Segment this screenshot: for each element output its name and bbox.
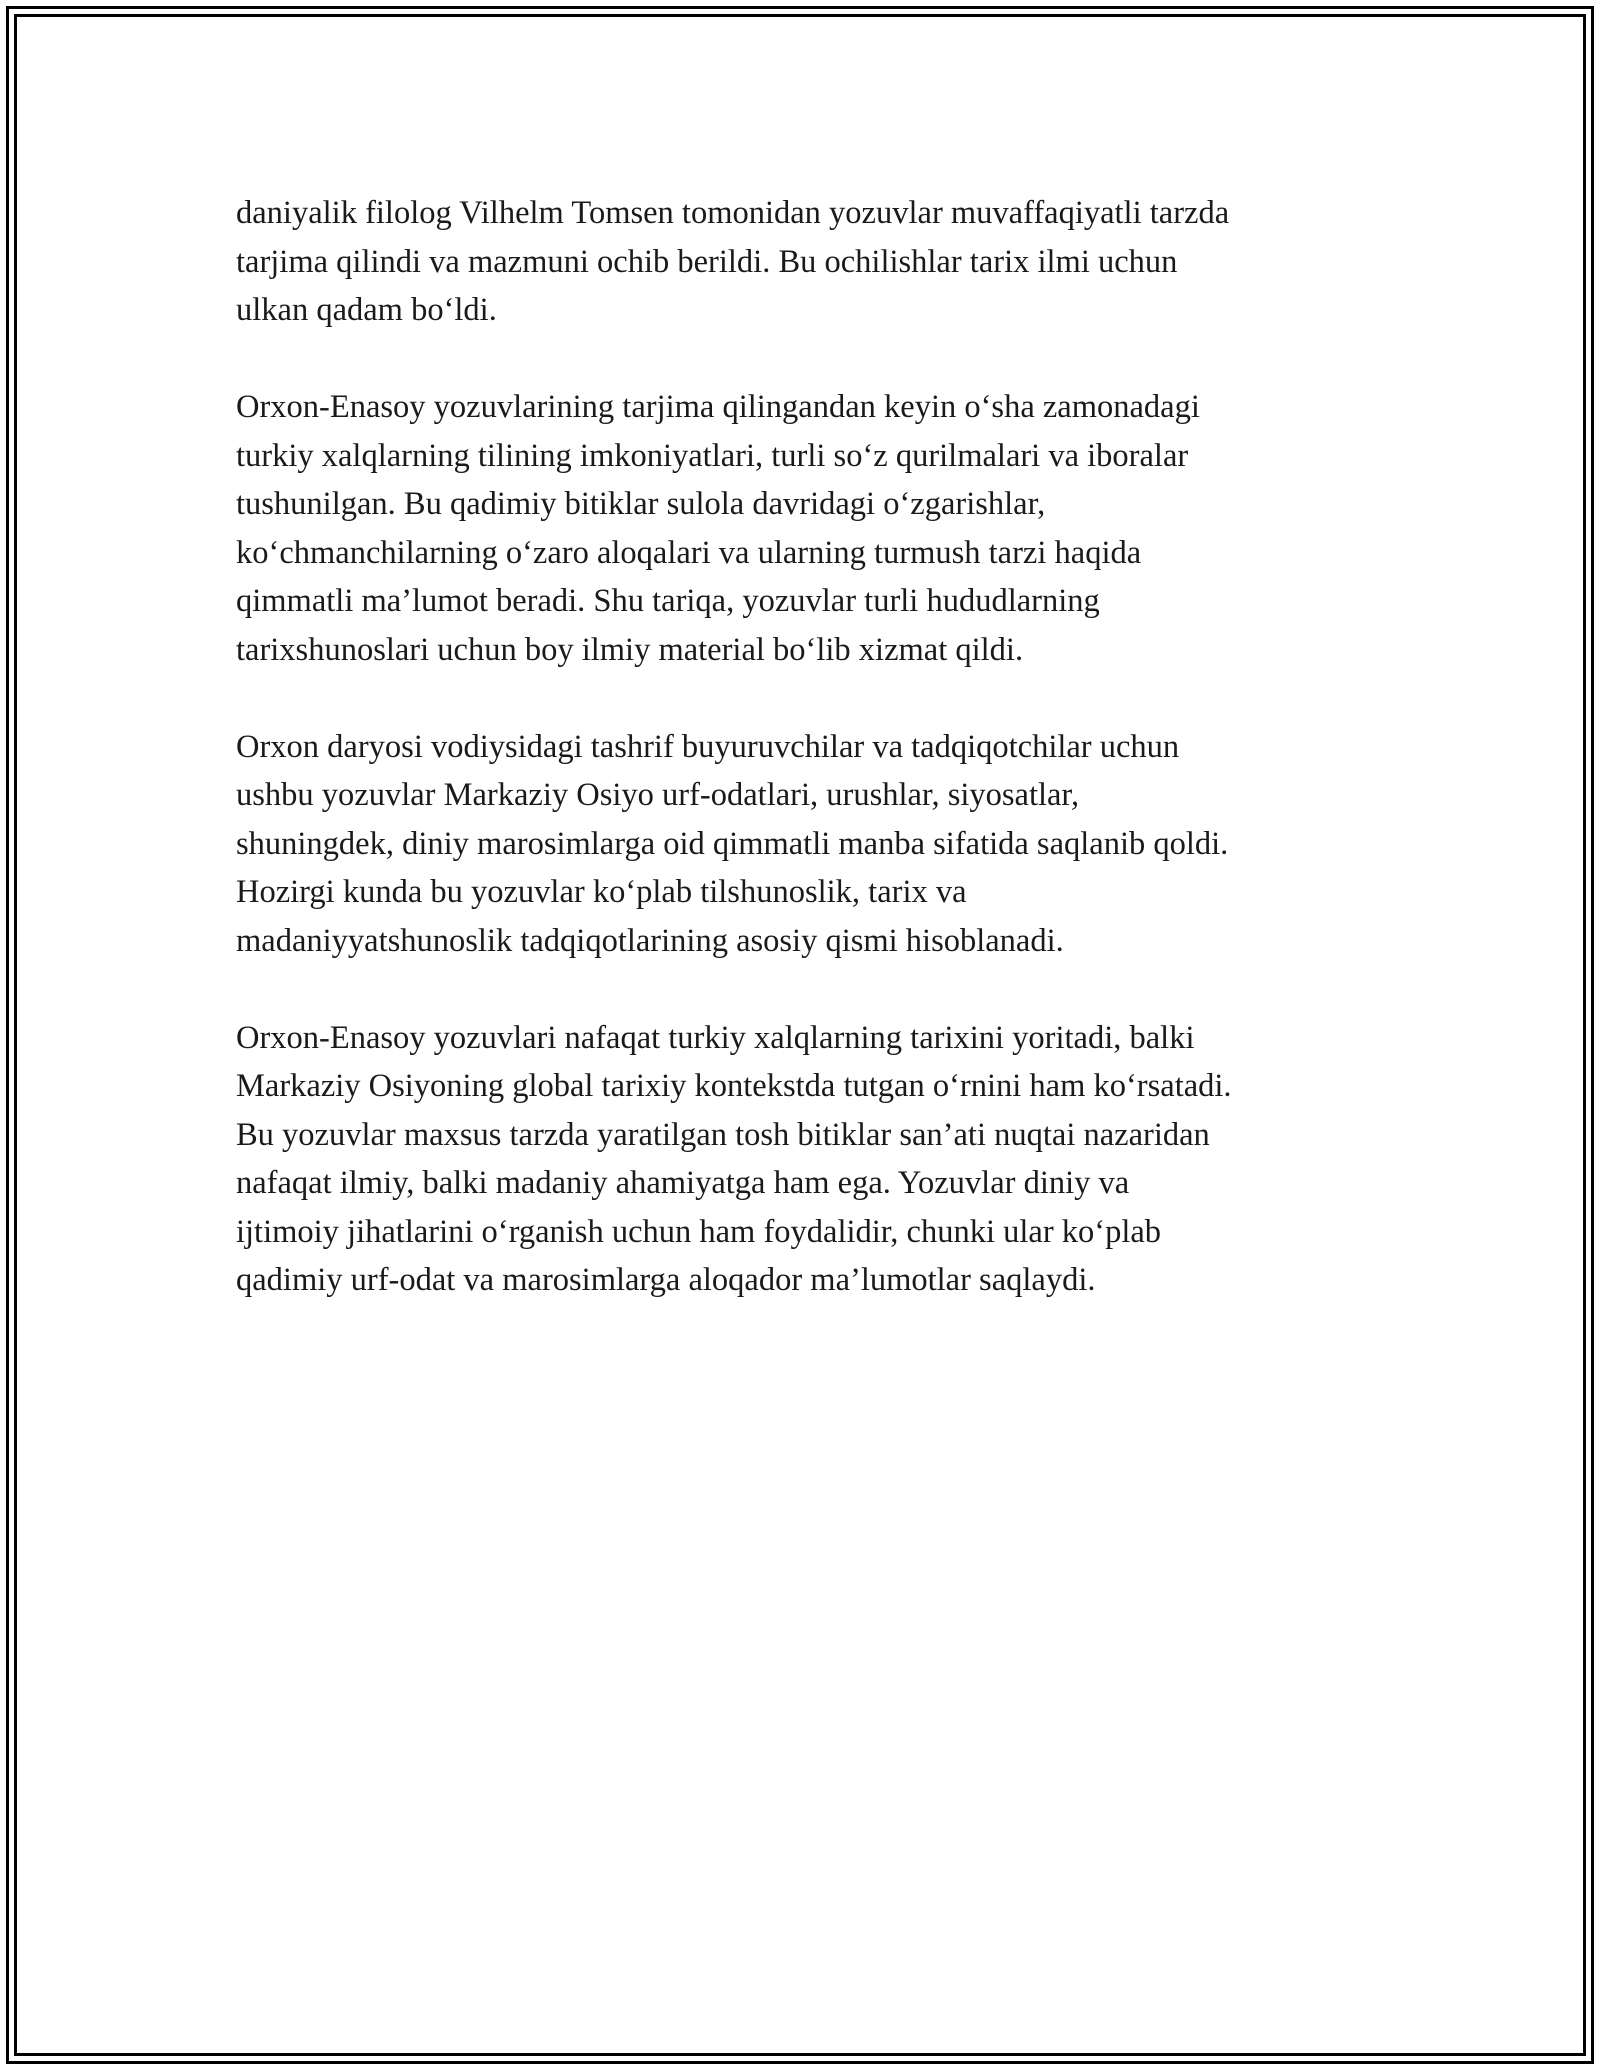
paragraph-4: [236, 1014, 1370, 1305]
document-body: [236, 189, 1370, 1353]
text-line: tushunilgan. Bu qadimiy bitiklar sulola davridagi o‘zgarishlar,: [236, 486, 1046, 522]
text-line: qadimiy urf-odat va marosimlarga aloqador ma’lumotlar saqlaydi.: [236, 1262, 1096, 1298]
paragraph-2: [236, 383, 1370, 674]
text-line: tarjima qilindi va mazmuni ochib berildi. Bu ochilishlar tarix ilmi uchun: [236, 243, 1178, 280]
text-line: madaniyyatshunoslik tadqiqotlarining asosiy qismi hisoblanadi.: [236, 922, 1064, 959]
text-line: daniyalik filolog Vilhelm Tomsen tomonidan yozuvlar muvaffaqiyatli tarzda: [236, 195, 1230, 231]
paragraph-3: [236, 723, 1370, 966]
text-line: Markaziy Osiyoning global tarixiy kontekstda tutgan o‘rnini ham ko‘rsatadi.: [236, 1068, 1232, 1104]
text-line: Hozirgi kunda bu yozuvlar ko‘plab tilshunoslik, tarix va: [236, 874, 967, 910]
text-line: ko‘chmanchilarning o‘zaro aloqalari va ularning turmush tarzi haqida: [236, 534, 1142, 571]
text-line: qimmatli ma’lumot beradi. Shu tariqa, yozuvlar turli hududlarning: [236, 583, 1100, 619]
text-line: ijtimoiy jihatlarini o‘rganish uchun ham foydalidir, chunki ular ko‘plab: [236, 1213, 1162, 1250]
text-line: ushbu yozuvlar Markaziy Osiyo urf-odatlari, urushlar, siyosatlar,: [236, 777, 1080, 813]
text-line: Orxon daryosi vodiysidagi tashrif buyuruvchilar va tadqiqotchilar uchun: [236, 728, 1180, 765]
text-line: nafaqat ilmiy, balki madaniy ahamiyatga ham ega. Yozuvlar diniy va: [236, 1165, 1130, 1201]
text-line: turkiy xalqlarning tilining imkoniyatlari, turli so‘z qurilmalari va iboralar: [236, 437, 1189, 474]
text-line: Orxon-Enasoy yozuvlarining tarjima qilingandan keyin o‘sha zamonadagi: [236, 389, 1200, 425]
paragraph-1: [236, 189, 1370, 335]
text-line: ulkan qadam bo‘ldi.: [236, 292, 497, 328]
text-line: Orxon-Enasoy yozuvlari nafaqat turkiy xalqlarning tarixini yoritadi, balki: [236, 1019, 1195, 1056]
text-line: Bu yozuvlar maxsus tarzda yaratilgan tosh bitiklar san’ati nuqtai nazaridan: [236, 1116, 1210, 1153]
text-line: shuningdek, diniy marosimlarga oid qimmatli manba sifatida saqlanib qoldi.: [236, 825, 1229, 862]
text-line: tarixshunoslari uchun boy ilmiy material bo‘lib xizmat qildi.: [236, 631, 1024, 668]
